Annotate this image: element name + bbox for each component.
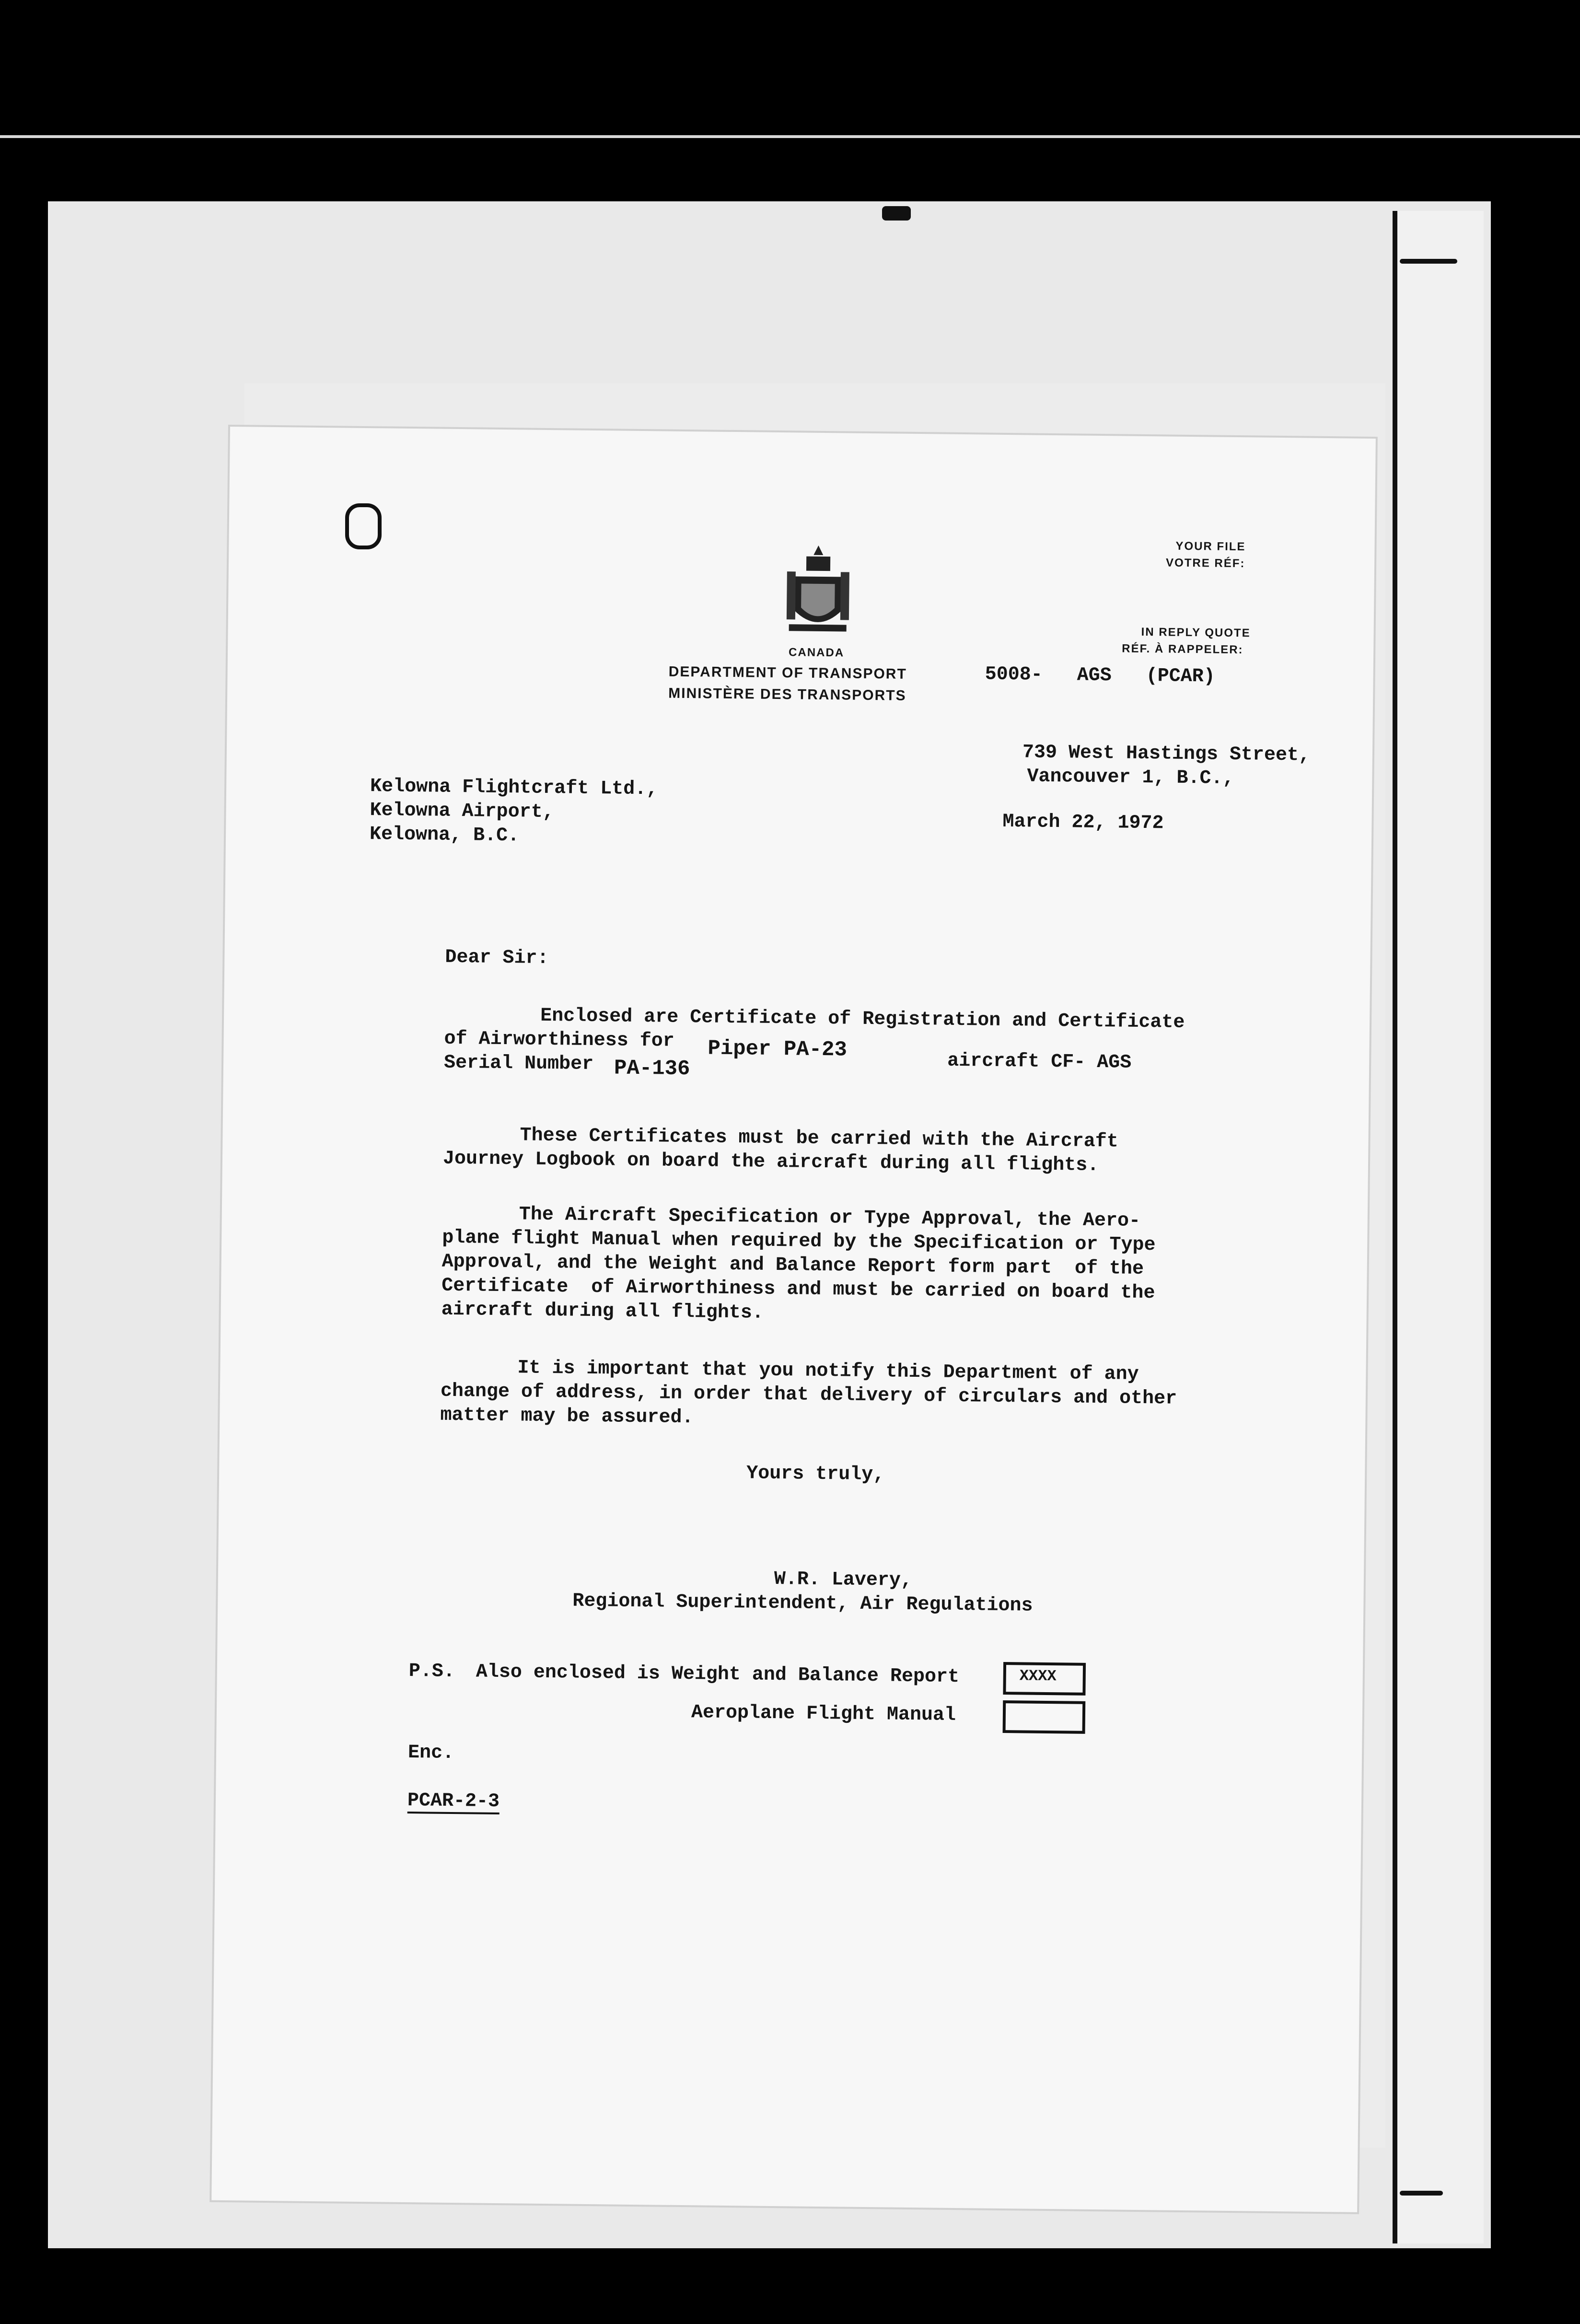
- department-name-fr: MINISTÈRE DES TRANSPORTS: [668, 685, 906, 704]
- backing-sheet-edge: [1393, 211, 1484, 2243]
- recipient-line2: Kelowna Airport,: [370, 800, 554, 824]
- scan-mark: [882, 206, 911, 221]
- sender-address-line2: Vancouver 1, B.C.,: [1027, 766, 1234, 790]
- enclosure-label: Enc.: [407, 1742, 454, 1765]
- checkbox-mark: XXXX: [1019, 1667, 1057, 1685]
- salutation: Dear Sir:: [445, 946, 549, 970]
- paragraph1-line1: Enclosed are Certificate of Registration and Certificate: [540, 1005, 1185, 1034]
- paragraph4-line1: It is important that you notify this Department of any: [517, 1357, 1139, 1385]
- in-reply-quote-label: IN REPLY QUOTE: [1141, 625, 1251, 640]
- paragraph3-line2: plane flight Manual when required by the Specification or Type: [442, 1227, 1156, 1256]
- weight-balance-checkbox: [1003, 1662, 1086, 1696]
- recipient-line1: Kelowna Flightcraft Ltd.,: [370, 776, 658, 801]
- paragraph3-line5: aircraft during all flights.: [441, 1299, 764, 1324]
- film-edge-line: [0, 135, 1580, 138]
- paragraph1-line3: Serial Number: [443, 1052, 594, 1076]
- your-file-label: YOUR FILE: [1175, 539, 1246, 554]
- postscript-label: P.S.: [408, 1661, 455, 1683]
- coat-of-arms-icon: [784, 543, 852, 639]
- paragraph4-line2: change of address, in order that delivery of circulars and other: [440, 1380, 1177, 1410]
- postscript-item2: Aeroplane Flight Manual: [691, 1702, 956, 1727]
- votre-ref-label: VOTRE RÉF:: [1165, 556, 1245, 570]
- department-name-en: DEPARTMENT OF TRANSPORT: [668, 663, 907, 682]
- paragraph1-line2-start: of Airworthiness for: [444, 1028, 674, 1052]
- paragraph1-line2-end: aircraft CF- AGS: [947, 1050, 1132, 1074]
- scan-mark: [1400, 259, 1457, 264]
- country-label: CANADA: [788, 646, 845, 660]
- postscript-text: Also enclosed is Weight and Balance Report: [476, 1661, 960, 1688]
- closing: Yours truly,: [746, 1463, 885, 1486]
- flight-manual-checkbox: [1003, 1700, 1086, 1734]
- form-code: PCAR-2-3: [407, 1790, 500, 1814]
- punch-hole-mark: [345, 503, 382, 549]
- aircraft-type: Piper PA-23: [708, 1036, 848, 1062]
- signatory-title: Regional Superintendent, Air Regulations: [572, 1590, 1033, 1617]
- letter-page: [211, 427, 1376, 2212]
- paragraph2-line2: Journey Logbook on board the aircraft during all flights.: [442, 1148, 1099, 1177]
- sender-address-line1: 739 West Hastings Street,: [1022, 742, 1311, 767]
- paragraph4-line3: matter may be assured.: [440, 1404, 694, 1429]
- file-reference-number: 5008- AGS (PCAR): [985, 663, 1215, 688]
- serial-number: PA-136: [614, 1056, 690, 1081]
- recipient-line3: Kelowna, B.C.: [369, 824, 520, 847]
- letter-date: March 22, 1972: [1002, 811, 1164, 835]
- paragraph3-line4: Certificate of Airworthiness and must be carried on board the: [441, 1275, 1155, 1304]
- scan-mark: [1400, 2191, 1443, 2196]
- paragraph2-line1: These Certificates must be carried with the Aircraft: [520, 1125, 1118, 1153]
- signatory-name: W.R. Lavery,: [774, 1569, 913, 1592]
- paragraph3-line3: Approval, and the Weight and Balance Report form part of the: [441, 1251, 1144, 1280]
- paragraph3-line1: The Aircraft Specification or Type Approval, the Aero-: [519, 1204, 1141, 1232]
- ref-a-rappeler-label: RÉF. À RAPPELER:: [1122, 642, 1243, 657]
